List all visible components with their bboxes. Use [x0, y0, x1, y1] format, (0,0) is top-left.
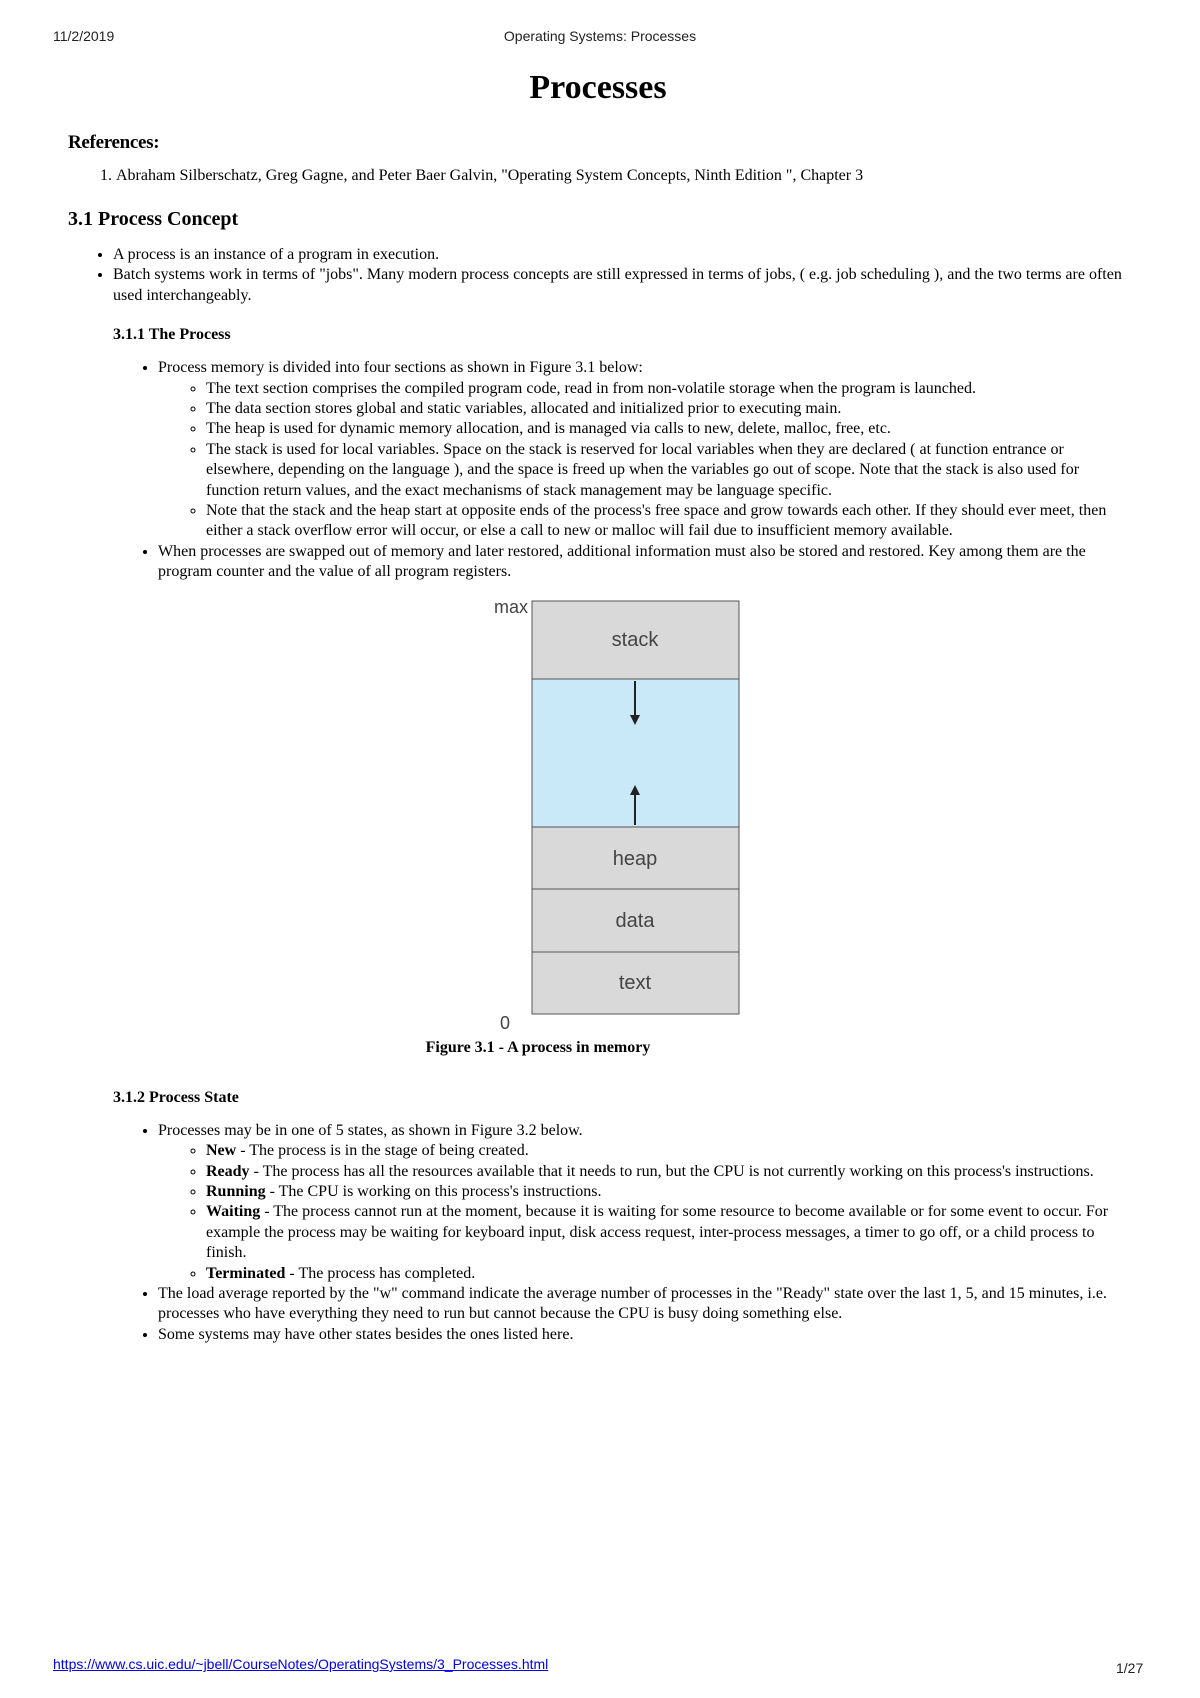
process-state-list	[113, 1121, 1128, 1345]
source-url-link[interactable]: https://www.cs.uic.edu/~jbell/CourseNotes/OperatingSystems/3_Processes.html	[53, 1656, 549, 1672]
list-item: ◦ The heap is used for dynamic memory allocation, and is managed via calls to new, delete, malloc, free, etc.	[206, 419, 1128, 439]
list-item: ◦ Note that the stack and the heap start at opposite ends of the process's free space and grow towards each other. If they should ever meet, then either a stack overflow error will occur, or else a call to new or malloc will fail due to insufficient memory available.	[206, 501, 1128, 542]
state-desc: - The process has completed.	[285, 1264, 476, 1282]
list-item: • Batch systems work in terms of "jobs". Many modern process concepts are still expressed in terms of jobs, ( e.g. job scheduling ), and the two terms are often used interchangeably.	[113, 265, 1128, 306]
state-name: Running	[206, 1182, 266, 1200]
state-name: Terminated	[206, 1264, 286, 1282]
page-number: 1/27	[1116, 1660, 1144, 1676]
list-item: ◦ The text section comprises the compiled program code, read in from non-volatile storage when the program is launched.	[206, 379, 1128, 399]
document-body	[68, 62, 1128, 1345]
max-address-label: max	[494, 596, 529, 617]
list-item-text: Processes may be in one of 5 states, as shown in Figure 3.2 below.	[158, 1121, 583, 1139]
list-item: • The load average reported by the "w" command indicate the average number of processes in the "Ready" state over the last 1, 5, and 15 minutes, i.e. processes who have everything they need to run but cannot because the CPU is busy doing something else.	[158, 1284, 1128, 1325]
references-list	[68, 166, 1128, 186]
the-process-list	[113, 358, 1128, 582]
memory-sections-list	[158, 379, 1128, 542]
stack-label: stack	[611, 628, 659, 651]
page-title: Processes	[529, 69, 667, 106]
list-item	[158, 358, 1128, 542]
process-memory-figure	[68, 597, 1128, 1067]
list-item: • A process is an instance of a program in execution.	[113, 245, 1128, 265]
print-header-title: Operating Systems: Processes	[503, 28, 697, 44]
list-item-text: Process memory is divided into four sections as shown in Figure 3.1 below:	[158, 359, 643, 377]
list-item: ◦ The data section stores global and static variables, allocated and initialized prior to executing main.	[206, 399, 1128, 419]
state-running	[206, 1182, 1128, 1202]
reference-item: 1. Abraham Silberschatz, Greg Gagne, and Peter Baer Galvin, "Operating System Concepts, Ninth Edition ", Chapter 3	[116, 166, 1128, 186]
states-list	[158, 1141, 1128, 1284]
state-desc: - The CPU is working on this process's instructions.	[265, 1182, 602, 1200]
data-label: data	[615, 909, 655, 932]
section-heading-3-1: 3.1 Process Concept	[68, 208, 239, 230]
state-waiting	[206, 1202, 1128, 1263]
text-label: text	[618, 971, 652, 994]
state-desc: - The process has all the resources available that it needs to run, but the CPU is not currently working on this process's instructions.	[249, 1162, 1094, 1180]
list-item: ◦ The stack is used for local variables. Space on the stack is reserved for local variables when they are declared ( at function entrance or elsewhere, depending on the language ), and the space is freed up when the variables go out of scope. Note that the stack is also used for function return values, and the exact mechanisms of stack management may be language specific.	[206, 440, 1128, 501]
section-heading-3-1-2: 3.1.2 Process State	[113, 1088, 239, 1106]
heap-label: heap	[612, 847, 658, 870]
state-terminated	[206, 1264, 1128, 1284]
state-name: Ready	[206, 1162, 250, 1180]
state-new	[206, 1141, 1128, 1161]
zero-address-label: 0	[500, 1012, 511, 1033]
process-memory-diagram	[68, 597, 1128, 1037]
state-name: Waiting	[206, 1203, 261, 1221]
state-desc: - The process is in the stage of being created.	[236, 1142, 529, 1160]
section-heading-3-1-1: 3.1.1 The Process	[113, 326, 231, 344]
list-item: • Some systems may have other states besides the ones listed here.	[158, 1325, 1128, 1345]
references-heading: References:	[68, 132, 160, 153]
state-desc: - The process cannot run at the moment, because it is waiting for some resource to become available or for some event to occur. For example the process may be waiting for keyboard input, disk access request, inter-process messages, a timer to go off, or a child process to finish.	[206, 1203, 1109, 1262]
list-item	[158, 1121, 1128, 1284]
state-name: New	[206, 1142, 237, 1160]
state-ready	[206, 1162, 1128, 1182]
print-date: 11/2/2019	[53, 28, 115, 44]
figure-caption: Figure 3.1 - A process in memory	[425, 1038, 651, 1056]
list-item: • When processes are swapped out of memory and later restored, additional information must also be stored and restored. Key among them are the program counter and the value of all program registers.	[158, 542, 1128, 583]
process-concept-list	[68, 245, 1128, 306]
